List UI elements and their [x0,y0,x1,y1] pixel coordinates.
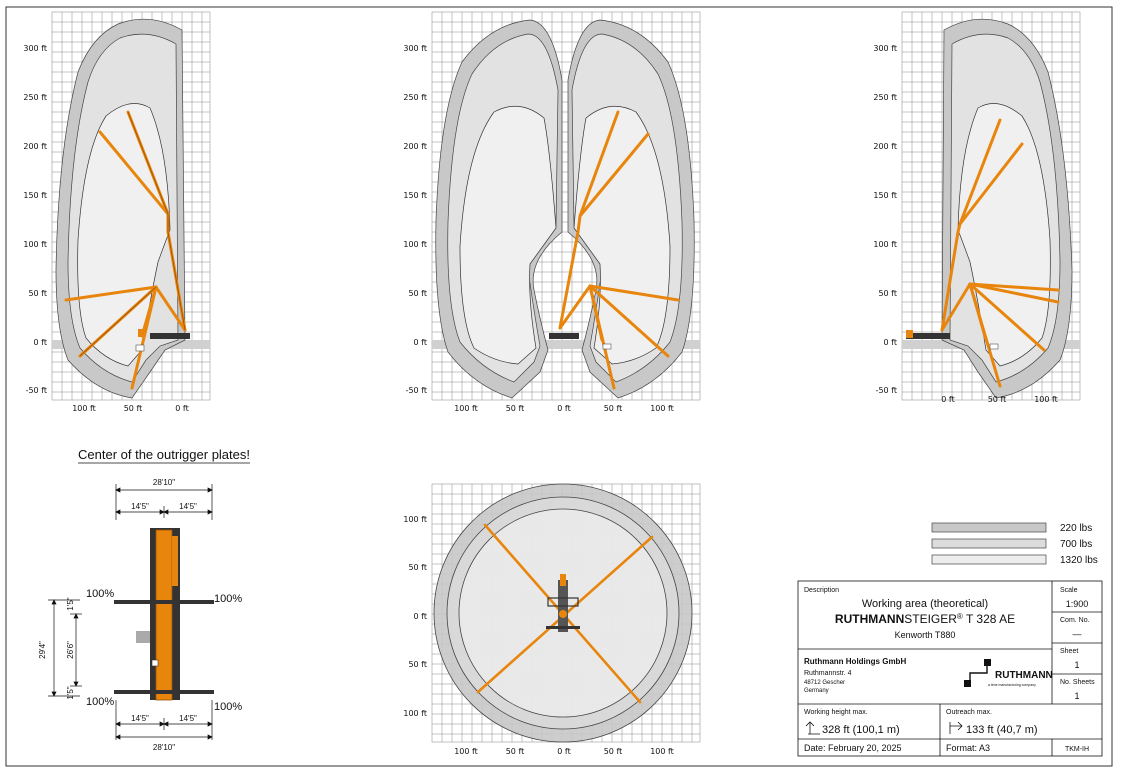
outrigger-beam-front [114,600,214,604]
operator-platform [136,631,150,643]
y-tick: -50 ft [25,386,47,395]
dim-width-total-top: 28'10" [152,478,176,487]
pct-bottom-right: 100% [214,701,243,713]
outrigger-title: Center of the outrigger plates! [78,447,250,462]
x-tick: 0 ft [941,395,955,404]
y-tick: 100 ft [403,709,427,718]
dim-length-outer: 29'4" [38,641,47,659]
outrigger-diagram [38,447,250,752]
tb-city: 48712 Gescher [804,680,846,686]
y-tick: 300 ft [403,44,427,53]
x-tick: 0 ft [557,747,571,756]
side-view-center-chart [403,12,700,413]
y-tick: 200 ft [403,142,427,151]
tb-company: Ruthmann Holdings GmbH [804,657,907,666]
pct-top-left: 100% [86,588,115,600]
tb-sheet-label: Sheet [1060,648,1079,655]
boom-folded [156,530,172,700]
tb-outreach-value: 133 ft (40,7 m) [966,724,1038,736]
pct-top-right: 100% [214,593,243,605]
tb-comm-value: — [1072,629,1082,639]
x-tick: 100 ft [454,747,478,756]
y-tick: -50 ft [875,386,897,395]
legend-label-700: 700 lbs [1060,539,1093,550]
y-tick: 200 ft [23,142,47,151]
y-tick: 250 ft [23,93,47,102]
x-tick: 0 ft [557,404,571,413]
dim-half-right-bottom: 14'5" [179,714,197,723]
x-tick: 50 ft [123,404,143,413]
y-tick: 100 ft [403,240,427,249]
y-tick: 50 ft [408,563,427,572]
x-tick: 100 ft [72,404,96,413]
title-block [798,581,1102,756]
dim-offset-top: 1'5" [66,597,75,611]
logo-subtext: a time manufacturing company [988,683,1036,687]
y-tick: 250 ft [873,93,897,102]
dim-offset-bottom: 1'5" [66,686,75,700]
x-tick: 100 ft [650,747,674,756]
legend-swatch-1320 [932,555,1046,564]
x-tick: 50 ft [987,395,1007,404]
dim-width-total-bottom: 28'10" [152,743,176,752]
x-tick: 0 ft [175,404,189,413]
x-tick: 50 ft [603,747,623,756]
tb-product-name: RUTHMANNSTEIGER® T 328 AE [834,611,1016,626]
tb-date: Date: February 20, 2025 [804,743,902,753]
tb-working-height-label: Working height max. [804,709,868,716]
tb-nosheets-value: 1 [1074,691,1080,701]
x-tick: 100 ft [454,404,478,413]
x-tick: 100 ft [1034,395,1058,404]
legend-label-220: 220 lbs [1060,523,1093,534]
tb-code: TKM-IH [1064,746,1090,753]
y-tick: 300 ft [873,44,897,53]
y-tick: 0 ft [413,338,427,347]
x-tick: 50 ft [505,404,525,413]
tb-working-height-value: 328 ft (100,1 m) [822,724,900,736]
y-tick: 300 ft [23,44,47,53]
dim-length-inner: 26'6" [66,641,75,659]
y-tick: 100 ft [873,240,897,249]
tb-outreach-label: Outreach max. [946,709,992,716]
y-tick: 100 ft [403,515,427,524]
y-tick: -50 ft [405,386,427,395]
legend-swatch-220 [932,523,1046,532]
tb-scale-label: Scale [1060,587,1078,594]
tb-sheet-value: 1 [1074,660,1080,670]
y-tick: 0 ft [33,338,47,347]
load-legend [932,523,1098,566]
tb-nosheets-label: No. Sheets [1060,679,1095,686]
side-view-right-chart [873,12,1080,404]
y-tick: 50 ft [408,660,427,669]
y-tick: 100 ft [23,240,47,249]
x-tick: 50 ft [603,404,623,413]
x-tick: 100 ft [650,404,674,413]
side-view-left-chart [23,12,210,413]
tb-description-label: Description [804,587,840,594]
dim-half-right-top: 14'5" [179,502,197,511]
x-tick: 50 ft [505,747,525,756]
logo-text: RUTHMANN [995,670,1053,681]
outrigger-beam-rear [114,690,214,694]
y-tick: 250 ft [403,93,427,102]
y-tick: 0 ft [413,612,427,621]
y-tick: 200 ft [873,142,897,151]
y-tick: 50 ft [28,289,47,298]
tb-street: Ruthmannstr. 4 [804,670,852,677]
y-tick: 150 ft [873,191,897,200]
y-tick: 50 ft [408,289,427,298]
y-tick: 150 ft [403,191,427,200]
y-tick: 50 ft [878,289,897,298]
y-tick: 0 ft [883,338,897,347]
tb-chassis: Kenworth T880 [894,630,956,640]
top-view-chart [403,484,700,756]
tb-format: Format: A3 [946,743,991,753]
tb-scale-value: 1:900 [1065,599,1089,609]
tb-country: Germany [804,688,829,694]
legend-label-1320: 1320 lbs [1060,555,1098,566]
y-tick: 150 ft [23,191,47,200]
pct-bottom-left: 100% [86,696,115,708]
tb-comm-label: Com. No. [1060,617,1090,624]
dim-half-left-top: 14'5" [131,502,149,511]
tb-description: Working area (theoretical) [861,598,989,610]
legend-swatch-700 [932,539,1046,548]
dim-half-left-bottom: 14'5" [131,714,149,723]
